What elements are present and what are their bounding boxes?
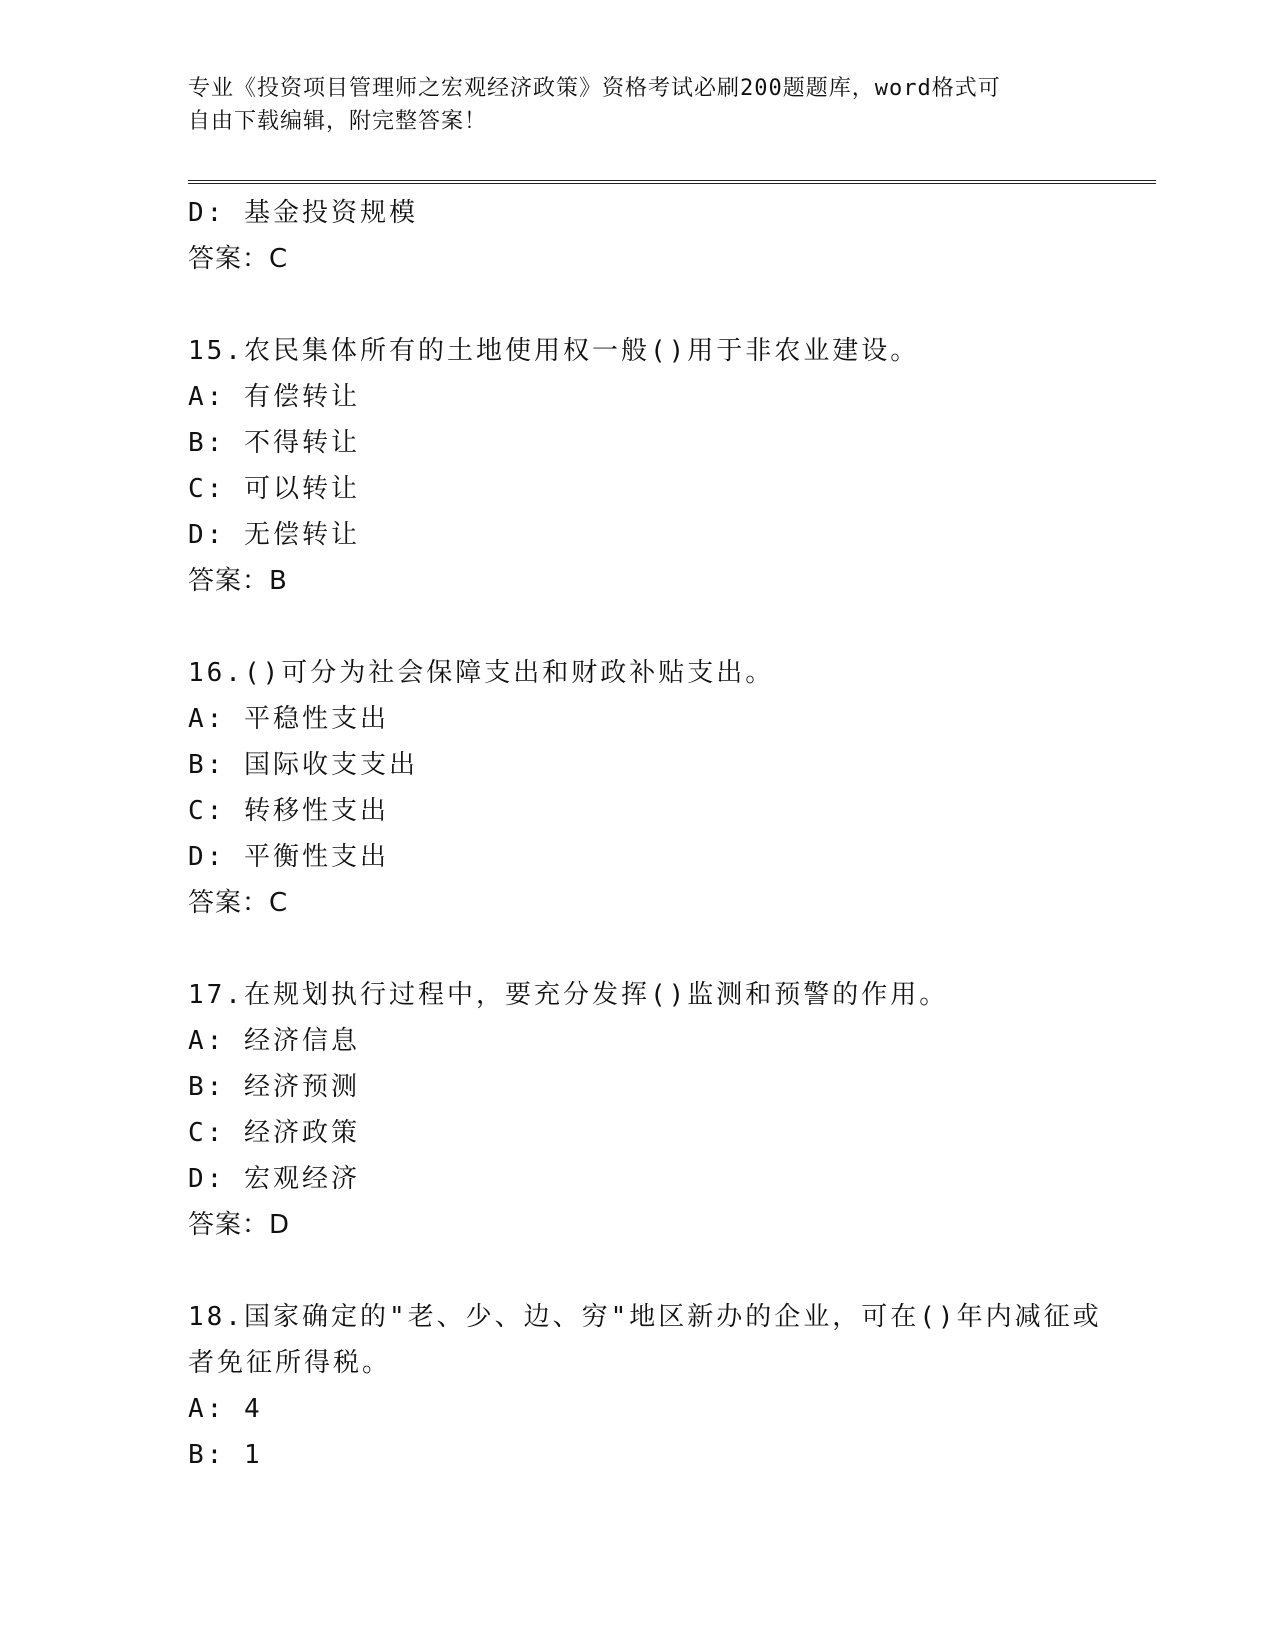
option-b: B: 不得转让 (188, 428, 360, 458)
question-stem: 16.()可分为社会保障支出和财政补贴支出。 (188, 658, 775, 688)
option-d: D: 平衡性支出 (188, 842, 389, 872)
option-c: C: 经济政策 (188, 1118, 360, 1148)
page-header (188, 72, 1088, 138)
question-17 (188, 972, 1088, 1248)
header-line-2: 自由下载编辑，附完整答案！ (188, 109, 488, 134)
option-b: B: 国际收支支出 (188, 750, 418, 780)
question-stem: 15.农民集体所有的土地使用权一般()用于非农业建设。 (188, 336, 920, 366)
question-16 (188, 650, 1088, 926)
answer: 答案：D (188, 1210, 291, 1240)
spacer (188, 1248, 1088, 1294)
answer: 答案：C (188, 888, 289, 918)
option-c: C: 转移性支出 (188, 796, 389, 826)
option-a: A: 经济信息 (188, 1026, 360, 1056)
option-b: B: 经济预测 (188, 1072, 360, 1102)
option-b: B: 1 (188, 1440, 263, 1470)
option-a: A: 平稳性支出 (188, 704, 389, 734)
question-15 (188, 328, 1088, 604)
option-d: D: 无偿转让 (188, 520, 360, 550)
option-a: A: 有偿转让 (188, 382, 360, 412)
header-divider (188, 180, 1156, 184)
question-stem-line-2: 者免征所得税。 (188, 1348, 392, 1378)
question-18 (188, 1294, 1102, 1478)
document-body (188, 190, 1102, 1478)
question-stem: 17.在规划执行过程中，要充分发挥()监测和预警的作用。 (188, 980, 949, 1010)
carryover-option-d: D: 基金投资规模 (188, 198, 418, 228)
spacer (188, 604, 1088, 650)
answer: 答案：B (188, 566, 288, 596)
option-c: C: 可以转让 (188, 474, 360, 504)
header-line-1: 专业《投资项目管理师之宏观经济政策》资格考试必刷200题题库，word格式可 (188, 76, 1001, 101)
spacer (188, 282, 1088, 328)
option-d: D: 宏观经济 (188, 1164, 360, 1194)
option-a: A: 4 (188, 1394, 263, 1424)
spacer (188, 926, 1088, 972)
carryover-answer: 答案：C (188, 244, 289, 274)
question-stem-line-1: 18.国家确定的"老、少、边、穷"地区新办的企业，可在()年内减征或 (188, 1302, 1102, 1332)
